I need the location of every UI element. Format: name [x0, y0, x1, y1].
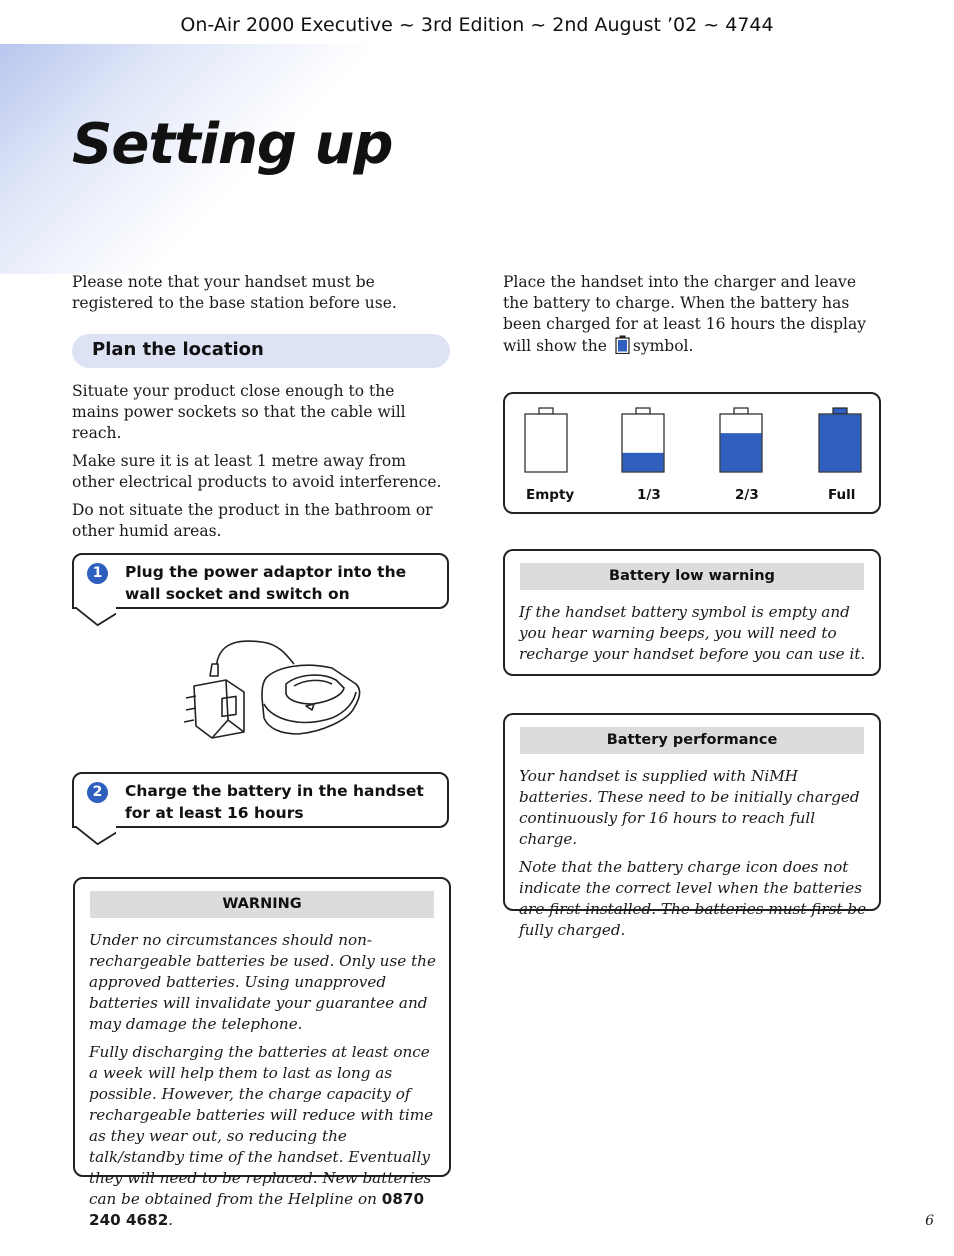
battery-performance-heading: Battery performance [520, 727, 864, 754]
warning-paragraph [89, 1042, 437, 1231]
warning-body [89, 930, 437, 1238]
battery-performance-paragraph: Your handset is supplied with NiMH batteries. These need to be initially charged continuously for 16 hours to reach full charge. [519, 767, 860, 848]
step-text: Charge the battery in the handset for at least 16 hours [125, 782, 424, 822]
battery-icon-2 [622, 408, 664, 472]
charge-instructions [503, 272, 875, 364]
charge-text [503, 272, 875, 357]
warning-heading: WARNING [90, 891, 434, 918]
battery-icon-3 [720, 408, 762, 472]
full-battery-icon [615, 335, 630, 354]
punctuation: . [168, 1211, 174, 1229]
battery-level-label: 1/3 [637, 487, 661, 503]
step-2-callout [72, 772, 449, 828]
location-paragraph: Make sure it is at least 1 metre away from other electrical products to avoid interference. [72, 452, 442, 491]
battery-low-body [519, 602, 867, 672]
battery-performance-body [519, 766, 867, 948]
section-heading-label: Plan the location [92, 339, 264, 360]
battery-levels-panel [503, 392, 881, 514]
step-1-callout [72, 553, 449, 609]
battery-fill [820, 415, 861, 472]
battery-low-text: If the handset battery symbol is empty and you hear warning beeps, you will need to recharge your handset before you can use it. [519, 603, 866, 663]
battery-level-label: Empty [526, 487, 575, 503]
helpline-number: 0870 240 4682 [89, 1190, 425, 1229]
battery-performance-paragraph: Note that the battery charge icon does not indicate the correct level when the batteries are first installed. The batteries must first be fully charged. [519, 858, 867, 939]
location-paragraph: Do not situate the product in the bathroom or other humid areas. [72, 501, 433, 540]
page-title: Setting up [72, 112, 393, 177]
battery-low-warning-box [503, 549, 881, 676]
battery-level-label: 2/3 [735, 487, 759, 503]
warning-paragraph: Under no circumstances should non-rechargeable batteries be used. Only use the approved batteries. Using unapproved batteries will invalidate your guarantee and may damage the telephone. [89, 931, 436, 1033]
document-header: On-Air 2000 Executive ~ 3rd Edition ~ 2nd August ’02 ~ 4744 [180, 14, 774, 36]
step-number-badge: 1 [87, 563, 108, 584]
charge-text-before: Place the handset into the charger and leave the battery to charge. When the battery has been charged for at least 16 hours the display will show the [503, 273, 866, 355]
intro-block [72, 272, 444, 321]
step-number-badge: 2 [87, 782, 108, 803]
callout-tail [72, 826, 116, 846]
warning-box [73, 877, 451, 1229]
section-heading-location [72, 334, 450, 368]
battery-icon-4 [819, 408, 861, 472]
warning-paragraph-text: Fully discharging the batteries at least once a week will help them to last as long as possible. However, the charge capacity of rechargeable batteries will reduce with time as they wear out, so reducing the talk/standby time of the handset. Eventually they will need to be replaced. New batteries can be obtained from the Helpline on [89, 1043, 434, 1208]
page-number: 6 [925, 1213, 934, 1229]
charge-text-after: symbol. [632, 337, 694, 355]
charger-illustration [182, 634, 364, 746]
battery-performance-box [503, 713, 881, 939]
callout-tail [72, 607, 116, 627]
battery-low-heading: Battery low warning [520, 563, 864, 590]
battery-fill [623, 453, 664, 472]
step-text: Plug the power adaptor into the wall socket and switch on [125, 563, 407, 603]
location-paragraphs [72, 381, 444, 549]
battery-level-label: Full [828, 487, 856, 503]
intro-text: Please note that your handset must be registered to the base station before use. [72, 273, 397, 312]
location-paragraph: Situate your product close enough to the mains power sockets so that the cable will reach. [72, 382, 406, 442]
battery-fill [721, 433, 762, 471]
battery-icon-1 [525, 408, 567, 472]
